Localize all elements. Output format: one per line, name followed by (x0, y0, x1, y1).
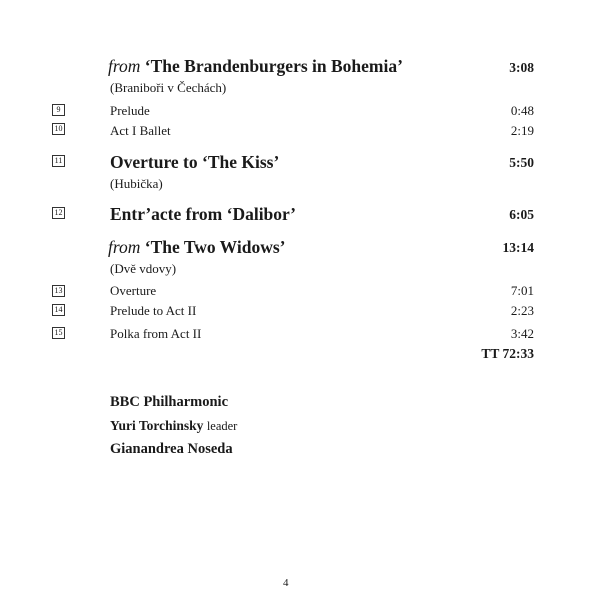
work-duration: 6:05 (509, 207, 534, 222)
track-duration: 7:01 (510, 283, 534, 298)
work-duration: 5:50 (509, 155, 534, 170)
track-title: Polka from Act II (110, 326, 202, 341)
work-subtitle: (Dvě vdovy) (110, 261, 177, 276)
track-number-badge: 13 (52, 285, 65, 297)
track-duration: 0:48 (510, 103, 534, 118)
work-prefix: from (108, 56, 141, 76)
leader-line (110, 418, 237, 434)
work-duration: 3:08 (509, 60, 534, 75)
work-subtitle: (Hubička) (110, 176, 163, 191)
work-title-dalibor: Entr’acte from ‘Dalibor’ (110, 204, 296, 224)
track-number-badge: 15 (52, 327, 65, 339)
track-title: Act I Ballet (110, 123, 171, 138)
work-title-two-widows (108, 237, 285, 258)
work-prefix: from (108, 237, 141, 257)
track-duration: 3:42 (510, 326, 534, 341)
track-number-badge: 10 (52, 123, 65, 135)
page-number: 4 (283, 577, 289, 589)
track-duration: 2:23 (510, 303, 534, 318)
work-title-text: ‘The Two Widows’ (144, 237, 286, 257)
track-title: Overture (110, 283, 157, 298)
work-subtitle: (Braniboři v Čechách) (110, 80, 227, 95)
work-title-brandenburgers (108, 56, 403, 77)
track-number-badge: 12 (52, 207, 65, 219)
work-title-kiss: Overture to ‘The Kiss’ (110, 152, 280, 172)
total-timing: TT 72:33 (481, 346, 534, 361)
orchestra-name: BBC Philharmonic (110, 394, 229, 410)
track-number-badge: 14 (52, 304, 65, 316)
track-duration: 2:19 (510, 123, 534, 138)
leader-name: Yuri Torchinsky (110, 418, 204, 433)
track-number-badge: 11 (52, 155, 65, 167)
track-title: Prelude (110, 103, 150, 118)
conductor-name: Gianandrea Noseda (110, 441, 233, 457)
work-duration: 13:14 (502, 240, 534, 255)
track-title: Prelude to Act II (110, 303, 197, 318)
track-number-badge: 9 (52, 104, 65, 116)
work-title-text: ‘The Brandenburgers in Bohemia’ (144, 56, 403, 76)
leader-role: leader (206, 419, 238, 433)
